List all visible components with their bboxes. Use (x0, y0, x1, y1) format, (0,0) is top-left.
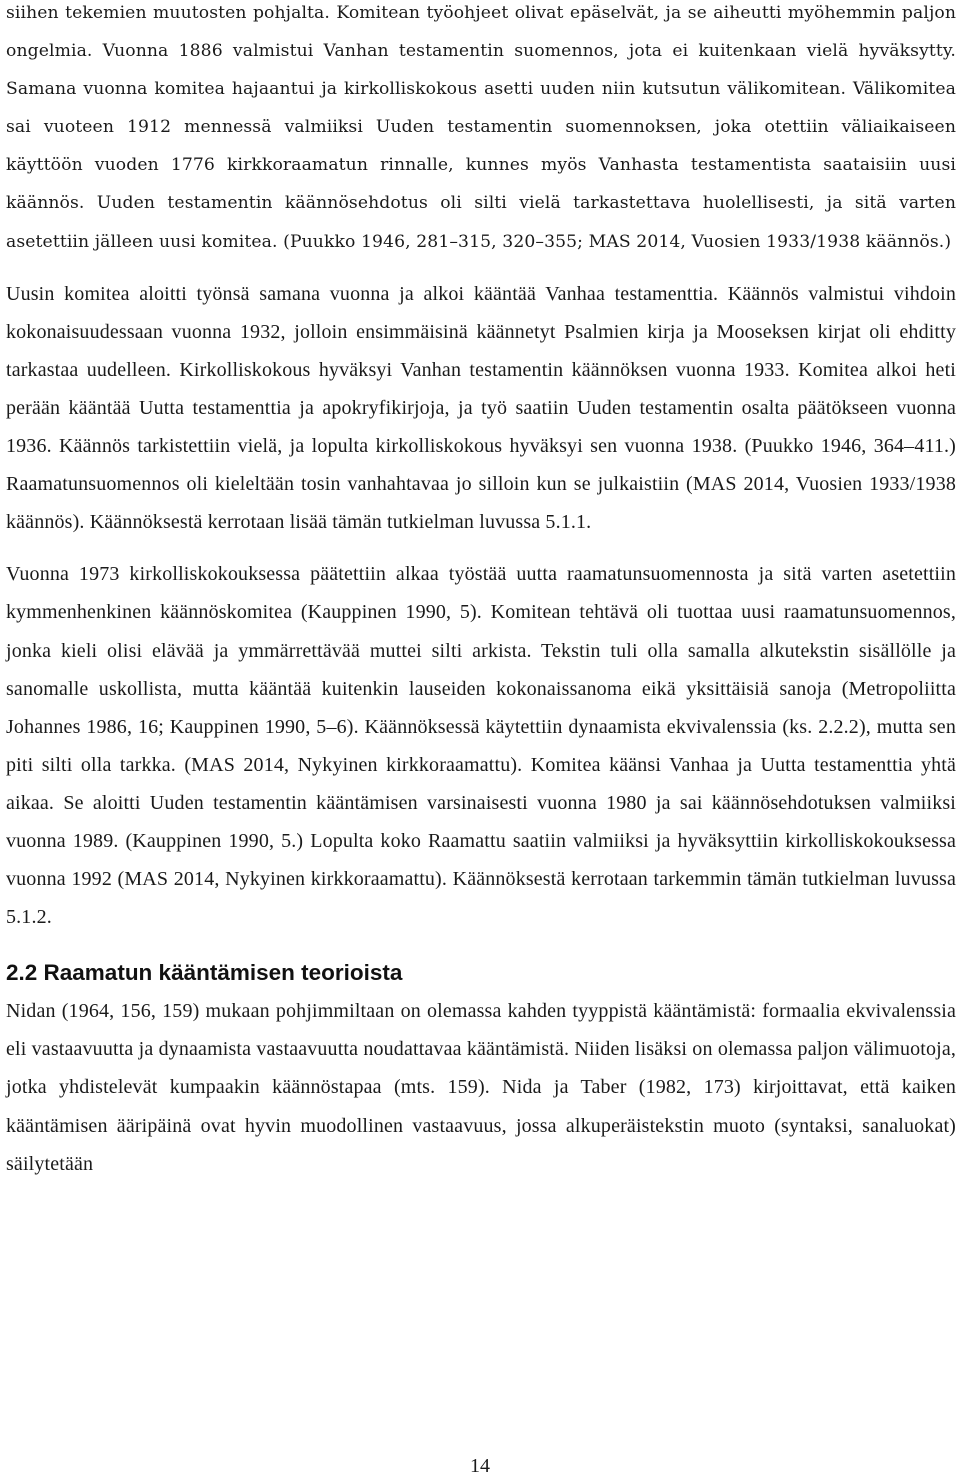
document-page (6, 0, 956, 1183)
paragraph-1992-translation: Vuonna 1973 kirkolliskokouksessa päätettiin alkaa työstää uutta raamatunsuomennosta ja sitä varten asetettiin kymmenhenkinen käännöskomitea (Kauppinen 1990, 5). Komitean tehtävä oli tuottaa uusi raamatunsuomennos, jonka kieli olisi elävää ja ymmärrettävää muttei silti arkista. Tekstin tuli olla samalla alkutekstin sisällölle ja sanomalle uskollista, mutta kääntää kuitenkin lauseiden kokonaissanoma eikä yksittäisiä sanoja (Metropoliitta Johannes 1986, 16; Kauppinen 1990, 5–6). Käännöksessä käytettiin dynaamista ekvivalenssia (ks. 2.2.2), mutta sen piti silti olla tarkka. (MAS 2014, Nykyinen kirkkoraamattu). Komitea käänsi Vanhaa ja Uutta testamenttia yhtä aikaa. Se aloitti Uuden testamentin kääntämisen varsinaisesti vuonna 1980 ja sai käännösehdotuksen valmiiksi vuonna 1989. (Kauppinen 1990, 5.) Lopulta koko Raamattu saatiin valmiiksi ja hyväksyttiin kirkolliskokouksessa vuonna 1992 (MAS 2014, Nykyinen kirkkoraamattu). Käännöksestä kerrotaan tarkemmin tämän tutkielman luvussa 5.1.2. (6, 563, 956, 929)
paragraph-nida-theory: Nidan (1964, 156, 159) mukaan pohjimmiltaan on olemassa kahden tyyppistä kääntämistä: formaalia ekvivalenssia eli vastaavuutta ja dynaamista vastaavuutta noudattavaa kääntämistä. Niiden lisäksi on olemassa paljon välimuotoja, jotka yhdistelevät kumpaakin käännöstapaa (mts. 159). Nida ja Taber (1982, 173) kirjoittavat, että kaiken kääntämisen ääripäinä ovat hyvin muodollinen vastaavuus, jossa alkuperäistekstin muoto (syntaksi, sanaluokat) säilytetään (6, 1000, 956, 1175)
section-heading: 2.2 Raamatun kääntämisen teorioista (6, 960, 403, 986)
paragraph-1933-1938-translation: Uusin komitea aloitti työnsä samana vuonna ja alkoi kääntää Vanhaa testamenttia. Käännös valmistui vihdoin kokonaisuudessaan vuonna 1932, jolloin ensimmäisinä käännetyt Psalmien kirja ja Mooseksen kirjat oli ehditty tarkastaa uudelleen. Kirkolliskokous hyväksyi Vanhan testamentin käännöksen vuonna 1933. Komitea alkoi heti perään kääntää Uutta testamenttia ja apokryfikirjoja, ja työ saatiin Uuden testamentin osalta päätökseen vuonna 1936. Käännös tarkistettiin vielä, ja lopulta kirkolliskokous hyväksyi sen vuonna 1938. (Puukko 1946, 364–411.) Raamatunsuomennos oli kieleltään tosin vanhahtavaa jo silloin kun se julkaistiin (MAS 2014, Vuosien 1933/1938 käännös). Käännöksestä kerrotaan lisää tämän tutkielman luvussa 5.1.1. (6, 282, 956, 534)
page-number: 14 (470, 1455, 490, 1477)
paragraph-committee-history: siihen tekemien muutosten pohjalta. Komitean työohjeet olivat epäselvät, ja se aiheutti myöhemmin paljon ongelmia. Vuonna 1886 valmistui Vanhan testamentin suomennos, jota ei kuitenkaan vielä hyväksytty. Samana vuonna komitea hajaantui ja kirkolliskokous asetti uuden niin kutsutun välikomitean. Välikomitea sai vuoteen 1912 mennessä valmiiksi Uuden testamentin suomennoksen, joka otettiin väliaikaiseen käyttöön vuoden 1776 kirkkoraamatun rinnalle, kunnes myös Vanhasta testamentista saataisiin uusi käännös. Uuden testamentin käännösehdotus oli silti vielä tarkastettava huolellisesti, ja sitä varten asetettiin jälleen uusi komitea. (Puukko 1946, 281–315, 320–355; MAS 2014, Vuosien 1933/1938 käännös.) (6, 3, 956, 252)
